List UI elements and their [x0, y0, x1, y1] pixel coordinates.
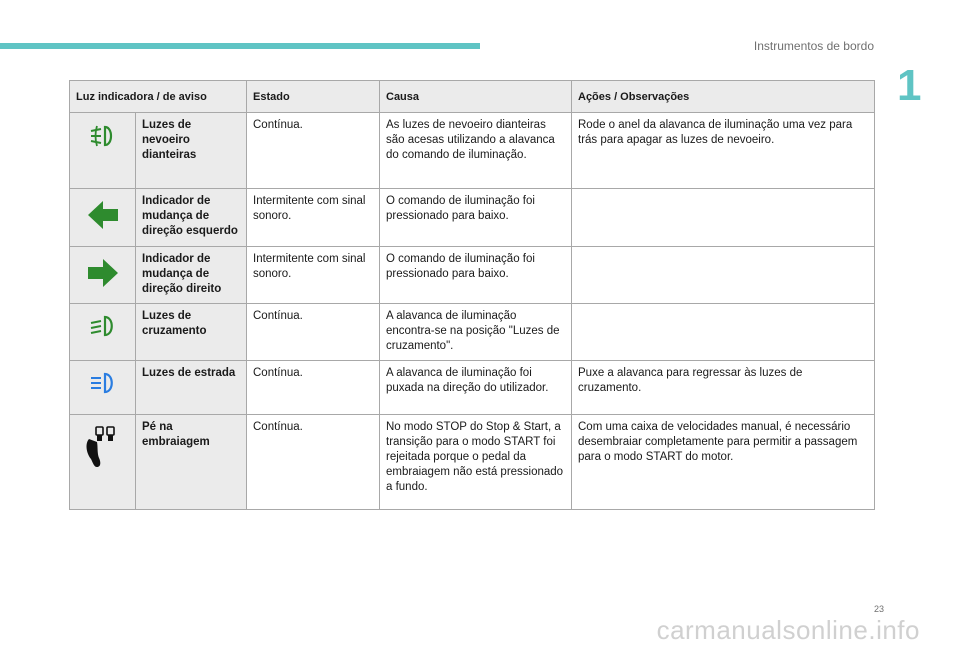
- row-estado: Contínua.: [247, 113, 380, 189]
- row-estado: Intermitente com sinal sonoro.: [247, 189, 380, 247]
- row-name: Luzes de estrada: [136, 361, 247, 415]
- row-estado: Intermitente com sinal sonoro.: [247, 247, 380, 304]
- row-name: Luzes de cruzamento: [136, 304, 247, 361]
- column-header-indicator: Luz indicadora / de aviso: [70, 81, 247, 113]
- table-row: [70, 304, 875, 361]
- icon-cell: [70, 113, 136, 189]
- row-name: Luzes de nevoeiro dianteiras: [136, 113, 247, 189]
- column-header-estado: Estado: [247, 81, 380, 113]
- row-estado: Contínua.: [247, 304, 380, 361]
- icon-cell: [70, 247, 136, 304]
- row-estado: Contínua.: [247, 415, 380, 510]
- table-row: [70, 361, 875, 415]
- row-name: Pé na embraiagem: [136, 415, 247, 510]
- row-name: Indicador de mudança de direção esquerdo: [136, 189, 247, 247]
- row-acoes: [572, 304, 875, 361]
- right-arrow-icon: [86, 257, 120, 289]
- row-causa: As luzes de nevoeiro dianteiras são acesas utilizando a alavanca do comando de iluminação.: [380, 113, 572, 189]
- left-arrow-icon: [86, 199, 120, 231]
- table-header-row: [70, 81, 875, 113]
- row-causa: A alavanca de iluminação foi puxada na direção do utilizador.: [380, 361, 572, 415]
- row-causa: No modo STOP do Stop & Start, a transição para o modo START foi rejeitada porque o pedal da embraiagem não está pressionado a fundo.: [380, 415, 572, 510]
- chapter-marker: [897, 61, 923, 110]
- chapter-number: 1: [897, 61, 922, 110]
- icon-cell: [70, 415, 136, 510]
- page-number: 23: [873, 604, 884, 614]
- icon-cell: [70, 304, 136, 361]
- foot-on-clutch-icon: [83, 425, 123, 469]
- table-row: [70, 247, 875, 304]
- row-acoes: [572, 189, 875, 247]
- row-acoes: Rode o anel da alavanca de iluminação uma vez para trás para apagar as luzes de nevoeiro.: [572, 113, 875, 189]
- warning-lights-table: [69, 80, 875, 510]
- icon-cell: [70, 189, 136, 247]
- row-acoes: Com uma caixa de velocidades manual, é necessário desembraiar completamente para permitir a passagem para o modo START do motor.: [572, 415, 875, 510]
- column-header-acoes: Ações / Observações: [572, 81, 875, 113]
- row-acoes: [572, 247, 875, 304]
- main-beam-icon: [88, 371, 118, 395]
- row-causa: O comando de iluminação foi pressionado para baixo.: [380, 189, 572, 247]
- row-name: Indicador de mudança de direção direito: [136, 247, 247, 304]
- section-title: Instrumentos de bordo: [753, 39, 874, 53]
- table-row: [70, 189, 875, 247]
- watermark: carmanualsonline.info: [656, 615, 920, 645]
- front-fog-lamp-icon: [88, 123, 118, 149]
- table-row: [70, 415, 875, 510]
- column-header-causa: Causa: [380, 81, 572, 113]
- header-accent-bar: [0, 43, 480, 49]
- row-causa: A alavanca de iluminação encontra-se na posição "Luzes de cruzamento".: [380, 304, 572, 361]
- icon-cell: [70, 361, 136, 415]
- table-row: [70, 113, 875, 189]
- row-acoes: Puxe a alavanca para regressar às luzes de cruzamento.: [572, 361, 875, 415]
- row-causa: O comando de iluminação foi pressionado para baixo.: [380, 247, 572, 304]
- row-estado: Contínua.: [247, 361, 380, 415]
- dipped-beam-icon: [88, 314, 118, 338]
